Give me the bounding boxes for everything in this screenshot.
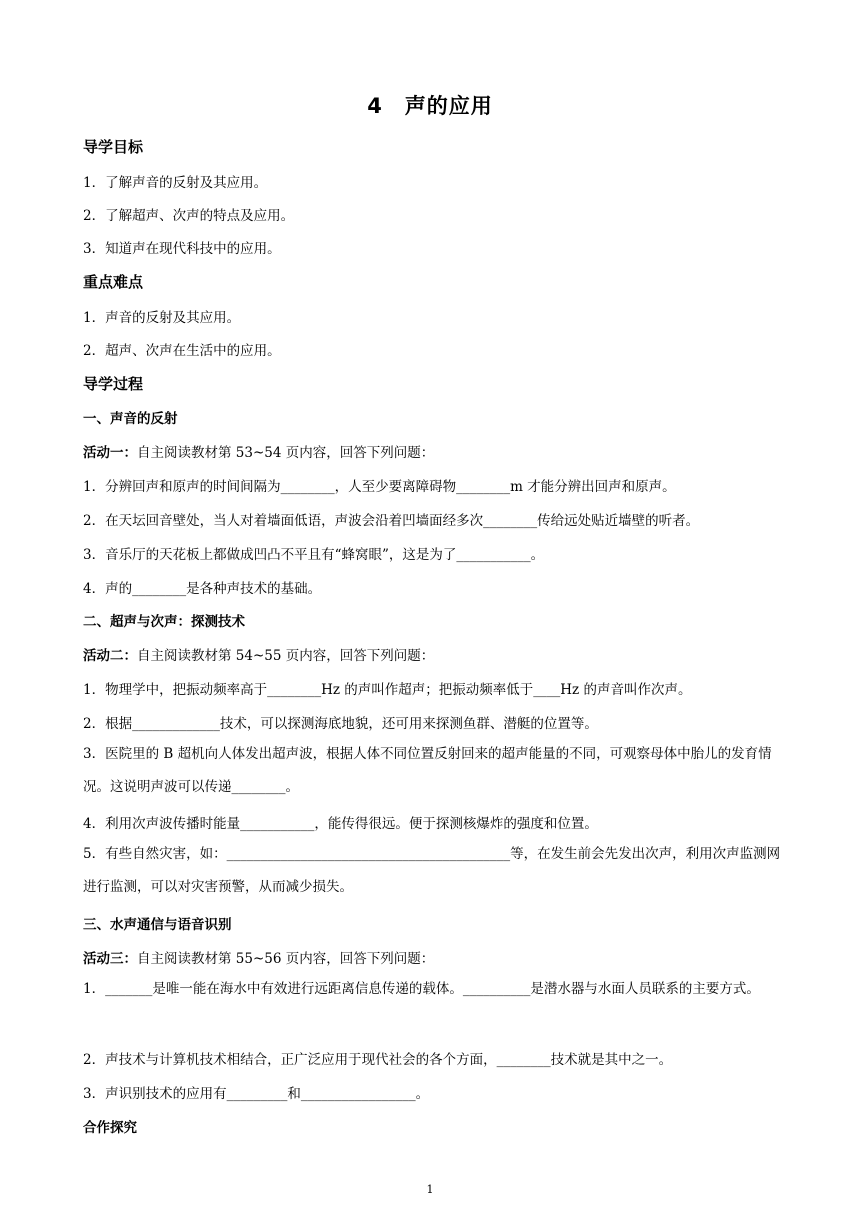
- section-heading-goals: 导学目标: [83, 138, 144, 156]
- activity2-line: [83, 644, 782, 664]
- activity2-text: 自主阅读教材第 54~55 页内容，回答下列问题：: [137, 648, 435, 664]
- activity2-label: 活动二：: [83, 648, 137, 664]
- page-number: 1: [426, 1183, 434, 1196]
- part1-item-4: 4．声的________是各种声技术的基础。: [83, 581, 322, 597]
- cooperation-heading: 合作探究: [83, 1120, 137, 1136]
- page-title: 4 声的应用: [367, 94, 493, 118]
- goal-item-1: 1．了解声音的反射及其应用。: [83, 175, 268, 191]
- activity1-label: 活动一：: [83, 445, 137, 461]
- activity3-label: 活动三：: [83, 951, 137, 967]
- part2-item-4: 4．利用次声波传播时能量___________，能传得很远。便于探测核爆炸的强度和位置。: [83, 816, 598, 832]
- part1-item-1: 1．分辨回声和原声的时间间隔为________，人至少要离障碍物________m 才能分辨出回声和原声。: [83, 479, 676, 495]
- activity3-line: [83, 947, 782, 967]
- activity1-line: [83, 441, 782, 461]
- goal-item-3: 3．知道声在现代科技中的应用。: [83, 241, 281, 257]
- part1-item-3: 3．音乐厅的天花板上都做成凹凸不平且有“蜂窝眼”，这是为了___________。: [83, 547, 545, 563]
- section-heading-process: 导学过程: [83, 375, 144, 393]
- part3-item-3: 3．声识别技术的应用有_________和_________________。: [83, 1086, 430, 1102]
- activity3-text: 自主阅读教材第 55~56 页内容，回答下列问题：: [137, 951, 435, 967]
- part3-heading: 三、水声通信与语音识别: [83, 917, 232, 933]
- part3-item-2: 2．声技术与计算机技术相结合，正广泛应用于现代社会的各个方面，________技术就是其中之一。: [83, 1052, 673, 1068]
- key-point-item-2: 2．超声、次声在生活中的应用。: [83, 343, 281, 359]
- section-heading-key-points: 重点难点: [83, 273, 144, 291]
- part3-item-1: 1．_______是唯一能在海水中有效进行远距离信息传递的载体。__________是潜水器与水面人员联系的主要方式。: [83, 981, 760, 997]
- part1-heading: 一、声音的反射: [83, 411, 178, 427]
- activity1-text: 自主阅读教材第 53~54 页内容，回答下列问题：: [137, 445, 435, 461]
- key-point-item-1: 1．声音的反射及其应用。: [83, 310, 241, 326]
- part2-item-1: 1．物理学中，把振动频率高于________Hz 的声叫作超声；把振动频率低于____Hz 的声音叫作次声。: [83, 682, 692, 698]
- part2-heading: 二、超声与次声：探测技术: [83, 614, 245, 630]
- part2-item-3: 3．医院里的 B 超机向人体发出超声波，根据人体不同位置反射回来的超声能量的不同，可观察母体中胎儿的发育情况。这说明声波可以传递________。: [83, 746, 772, 795]
- goal-item-2: 2．了解超声、次声的特点及应用。: [83, 208, 295, 224]
- part1-item-2: 2．在天坛回音壁处，当人对着墙面低语，声波会沿着凹墙面经多次________传给远处贴近墙壁的听者。: [83, 513, 700, 529]
- part2-item-2: 2．根据_____________技术，可以探测海底地貌，还可用来探测鱼群、潜艇的位置等。: [83, 716, 598, 732]
- part2-item-5: 5．有些自然灾害，如：__________________________________________等，在发生前会先发出次声，利用次声监测网进行监测，可以对灾害预警，从而减少损失。: [83, 846, 781, 895]
